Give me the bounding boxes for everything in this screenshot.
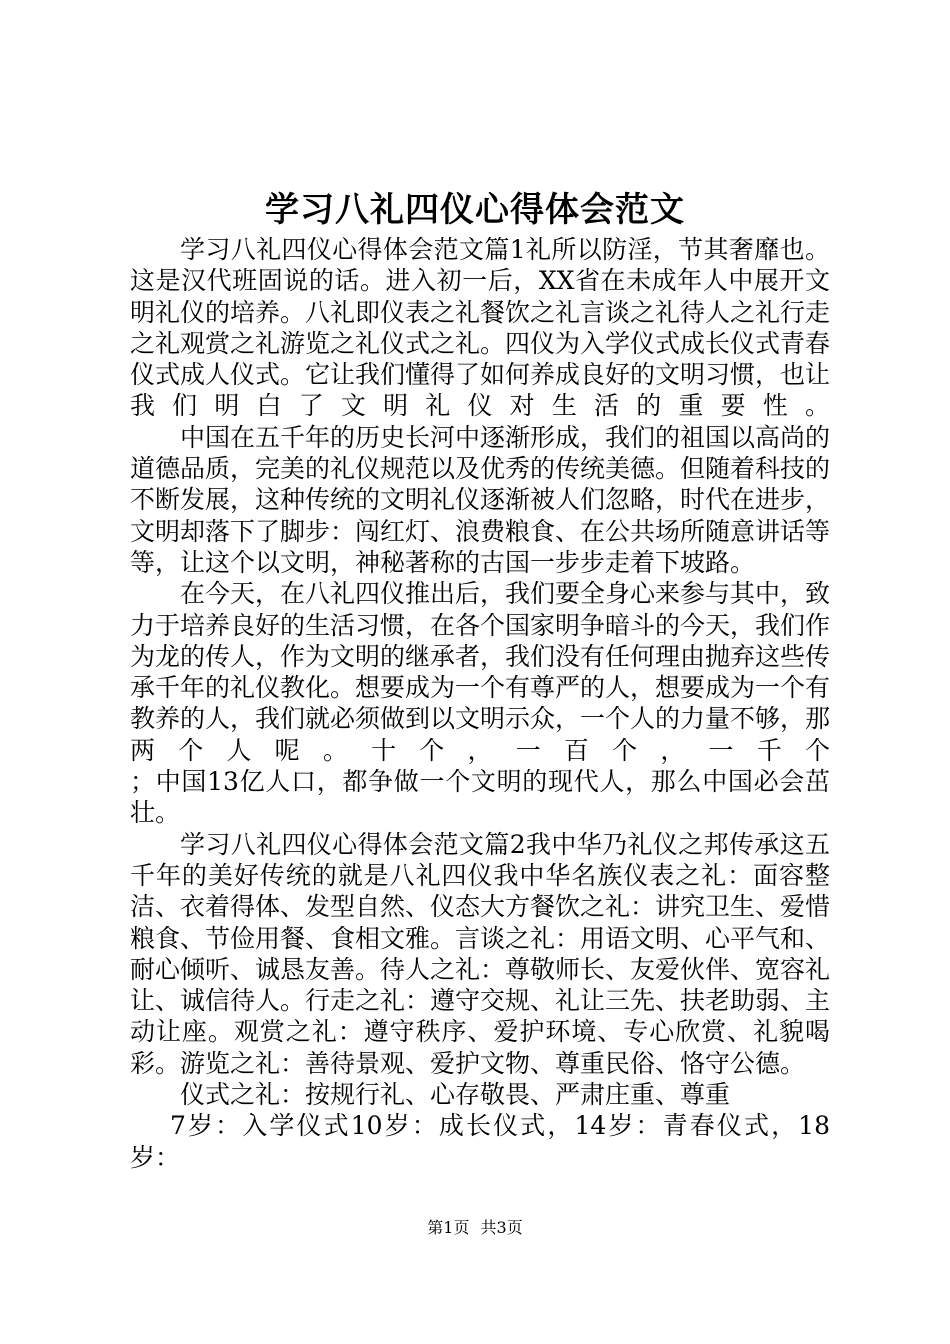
paragraph-2: 中国在五千年的历史长河中逐渐形成，我们的祖国以高尚的道德品质，完美的礼仪规范以及优秀的传统美德。但随着科技的不断发展，这种传统的文明礼仪逐渐被人们忽略，时代在进步，文明却落下了脚步：闯红灯、浪费粮食、在公共场所随意讲话等等，让这个以文明，神秘著称的古国一步步走着下坡路。 xyxy=(130,422,831,577)
paragraph-1: 学习八礼四仪心得体会范文篇1礼所以防淫，节其奢靡也。这是汉代班固说的话。进入初一后，XX省在未成年人中展开文明礼仪的培养。八礼即仪表之礼餐饮之礼言谈之礼待人之礼行走之礼观赏之礼游览之礼仪式之礼。四仪为入学仪式成长仪式青春仪式成人仪式。它让我们懂得了如何养成良好的文明习惯，也让我们明白了文明礼仪对生活的重要性。 xyxy=(130,235,831,421)
paragraph-3: 在今天，在八礼四仪推出后，我们要全身心来参与其中，致力于培养良好的生活习惯，在各个国家明争暗斗的今天，我们作为龙的传人，作为文明的继承者，我们没有任何理由抛弃这些传承千年的礼仪教化。想要成为一个有尊严的人，想要成为一个有教养的人，我们就必须做到以文明示众，一个人的力量不够，那两个人呢。十个，一百个，一千个 xyxy=(130,579,831,765)
document-body xyxy=(130,234,830,1173)
page-footer xyxy=(0,1217,950,1239)
paragraph-5: 仪式之礼：按规行礼、心存敬畏、严肃庄重、尊重 xyxy=(180,1080,731,1110)
page-total: 共3页 xyxy=(480,1218,523,1237)
document-title: 学习八礼四仪心得体会范文 xyxy=(265,190,685,230)
paragraph-3-continued: ；中国13亿人口，都争做一个文明的现代人，那么中国必会茁壮。 xyxy=(130,767,830,828)
paragraph-4: 学习八礼四仪心得体会范文篇2我中华乃礼仪之邦传承这五千年的美好传统的就是八礼四仪我中华名族仪表之礼：面容整洁、衣着得体、发型自然、仪态大方餐饮之礼：讲究卫生、爱惜粮食、节俭用餐、食相文雅。言谈之礼：用语文明、心平气和、耐心倾听、诚恳友善。待人之礼：尊敬师长、友爱伙伴、宽容礼让、诚信待人。行走之礼：遵守交规、礼让三先、扶老助弱、主动让座。观赏之礼：遵守秩序、爱护环境、专心欣赏、礼貌喝彩。游览之礼：善待景观、爱护文物、尊重民俗、恪守公德。 xyxy=(130,829,831,1078)
paragraph-6: 7岁：入学仪式10岁：成长仪式，14岁：青春仪式，18岁： xyxy=(130,1111,830,1172)
page-number: 第1页 xyxy=(427,1218,470,1237)
